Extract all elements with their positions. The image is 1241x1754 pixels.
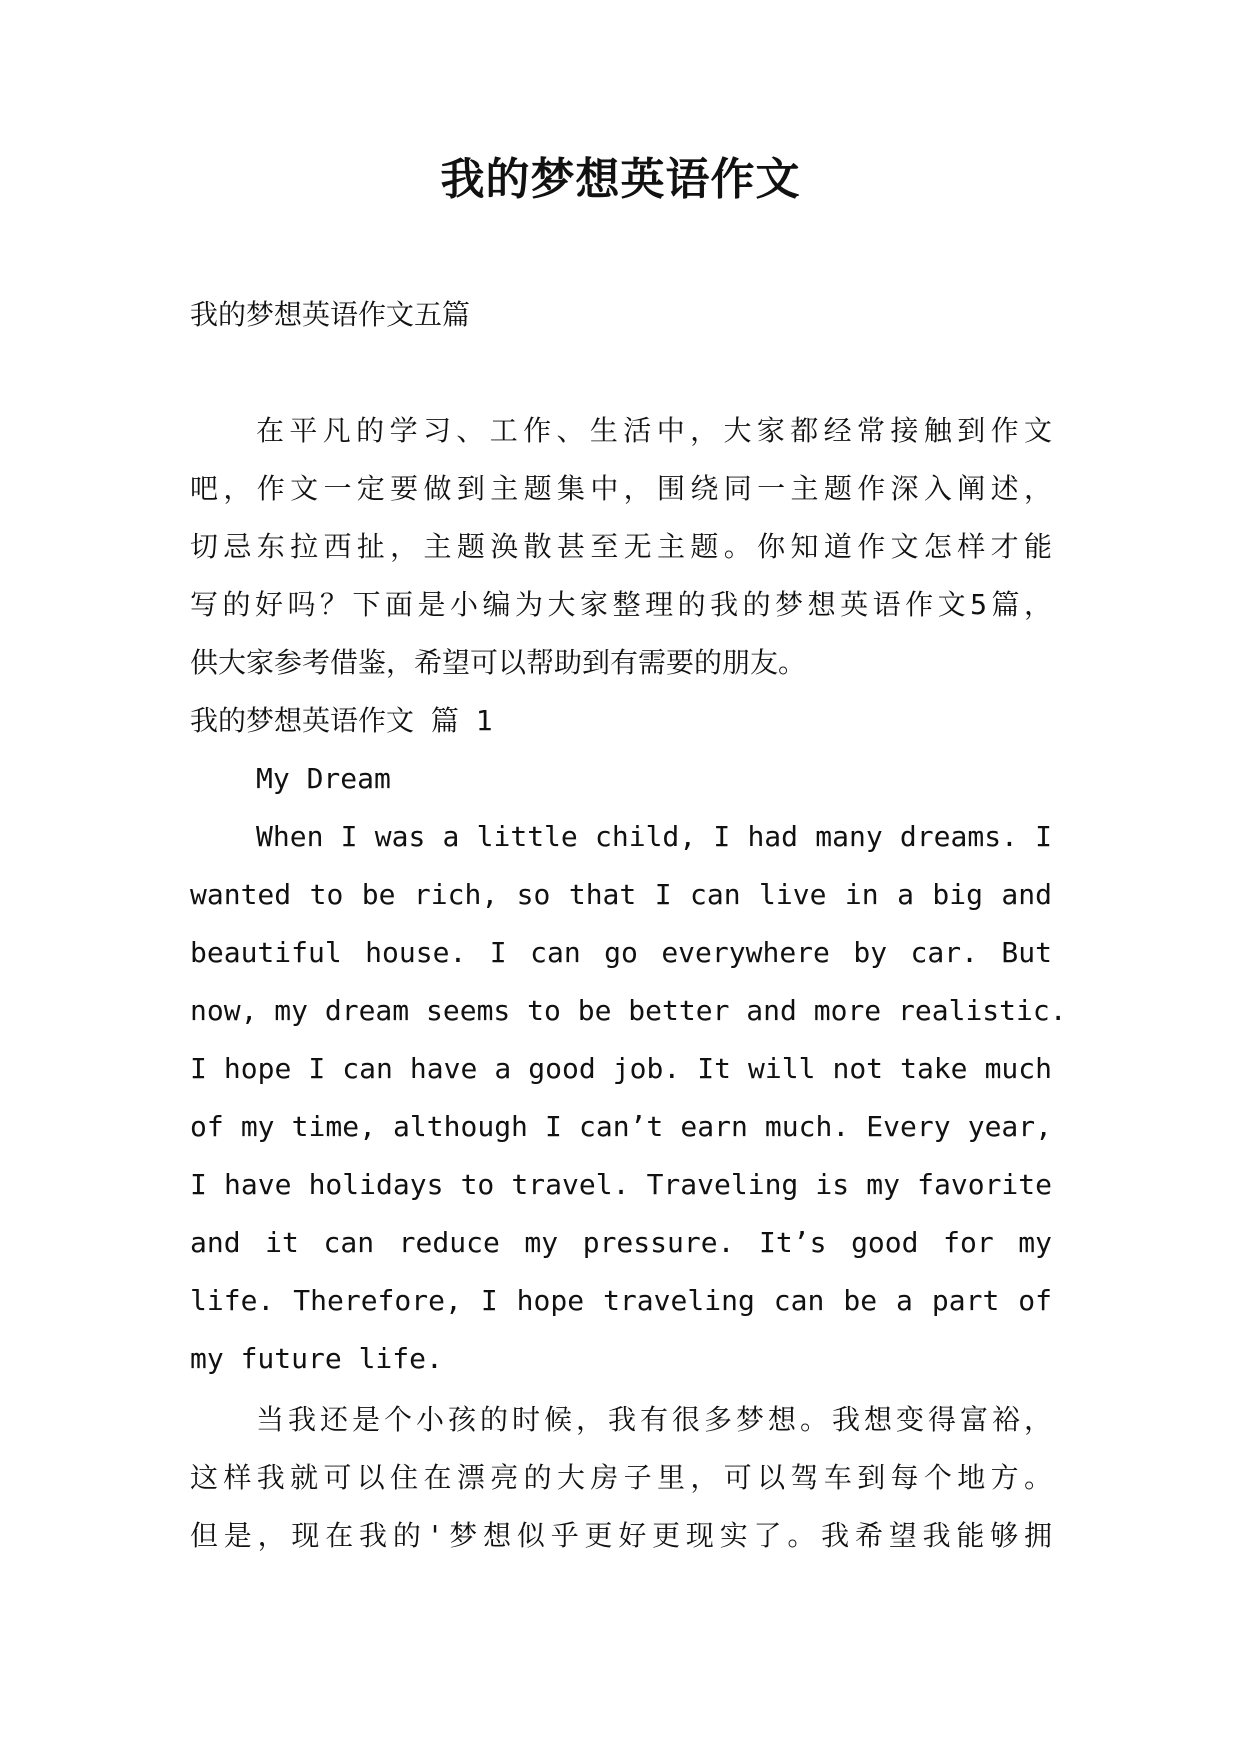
section-heading [190,692,1052,750]
essay-line: life. Therefore, I hope traveling can be a part of [190,1284,1052,1317]
translation-paragraph [190,1391,1052,1565]
essay-line: now, my dream seems to be better and more realistic. [190,994,1067,1027]
document-subtitle [190,286,1052,344]
intro-line: 在平凡的学习、工作、生活中，大家都经常接触到作文 [256,414,1052,447]
translation-line: 当我还是个小孩的时候，我有很多梦想。我想变得富裕， [256,1403,1052,1436]
intro-line: 吧，作文一定要做到主题集中，围绕同一主题作深入阐述， [190,472,1052,505]
subtitle-line: 我的梦想英语作文五篇 [190,298,471,331]
essay-line: my future life. [190,1342,443,1375]
document-title: 我的梦想英语作文 [440,154,801,205]
essay-line: I hope I can have a good job. It will not take much [190,1052,1052,1085]
essay-line: and it can reduce my pressure. It’s good for my [190,1226,1052,1259]
section-heading-line: 我的梦想英语作文 篇 1 [190,704,493,737]
essay-line: When I was a little child, I had many dreams. I [256,820,1052,853]
essay-title-line: My Dream [256,762,391,795]
essay-line: beautiful house. I can go everywhere by car. But [190,936,1052,969]
intro-paragraph [190,402,1052,692]
intro-line: 写的好吗？下面是小编为大家整理的我的梦想英语作文5篇， [190,588,1052,621]
essay-paragraph [190,808,1067,1388]
essay-title [190,750,1052,808]
translation-line: 但是，现在我的'梦想似乎更好更现实了。我希望我能够拥 [190,1519,1052,1552]
essay-line: I have holidays to travel. Traveling is my favorite [190,1168,1052,1201]
translation-line: 这样我就可以住在漂亮的大房子里，可以驾车到每个地方。 [190,1461,1052,1494]
intro-line: 供大家参考借鉴，希望可以帮助到有需要的朋友。 [190,646,807,679]
essay-line: wanted to be rich, so that I can live in a big and [190,878,1052,911]
essay-line: of my time, although I can’t earn much. Every year, [190,1110,1052,1143]
intro-line: 切忌东拉西扯，主题涣散甚至无主题。你知道作文怎样才能 [190,530,1052,563]
